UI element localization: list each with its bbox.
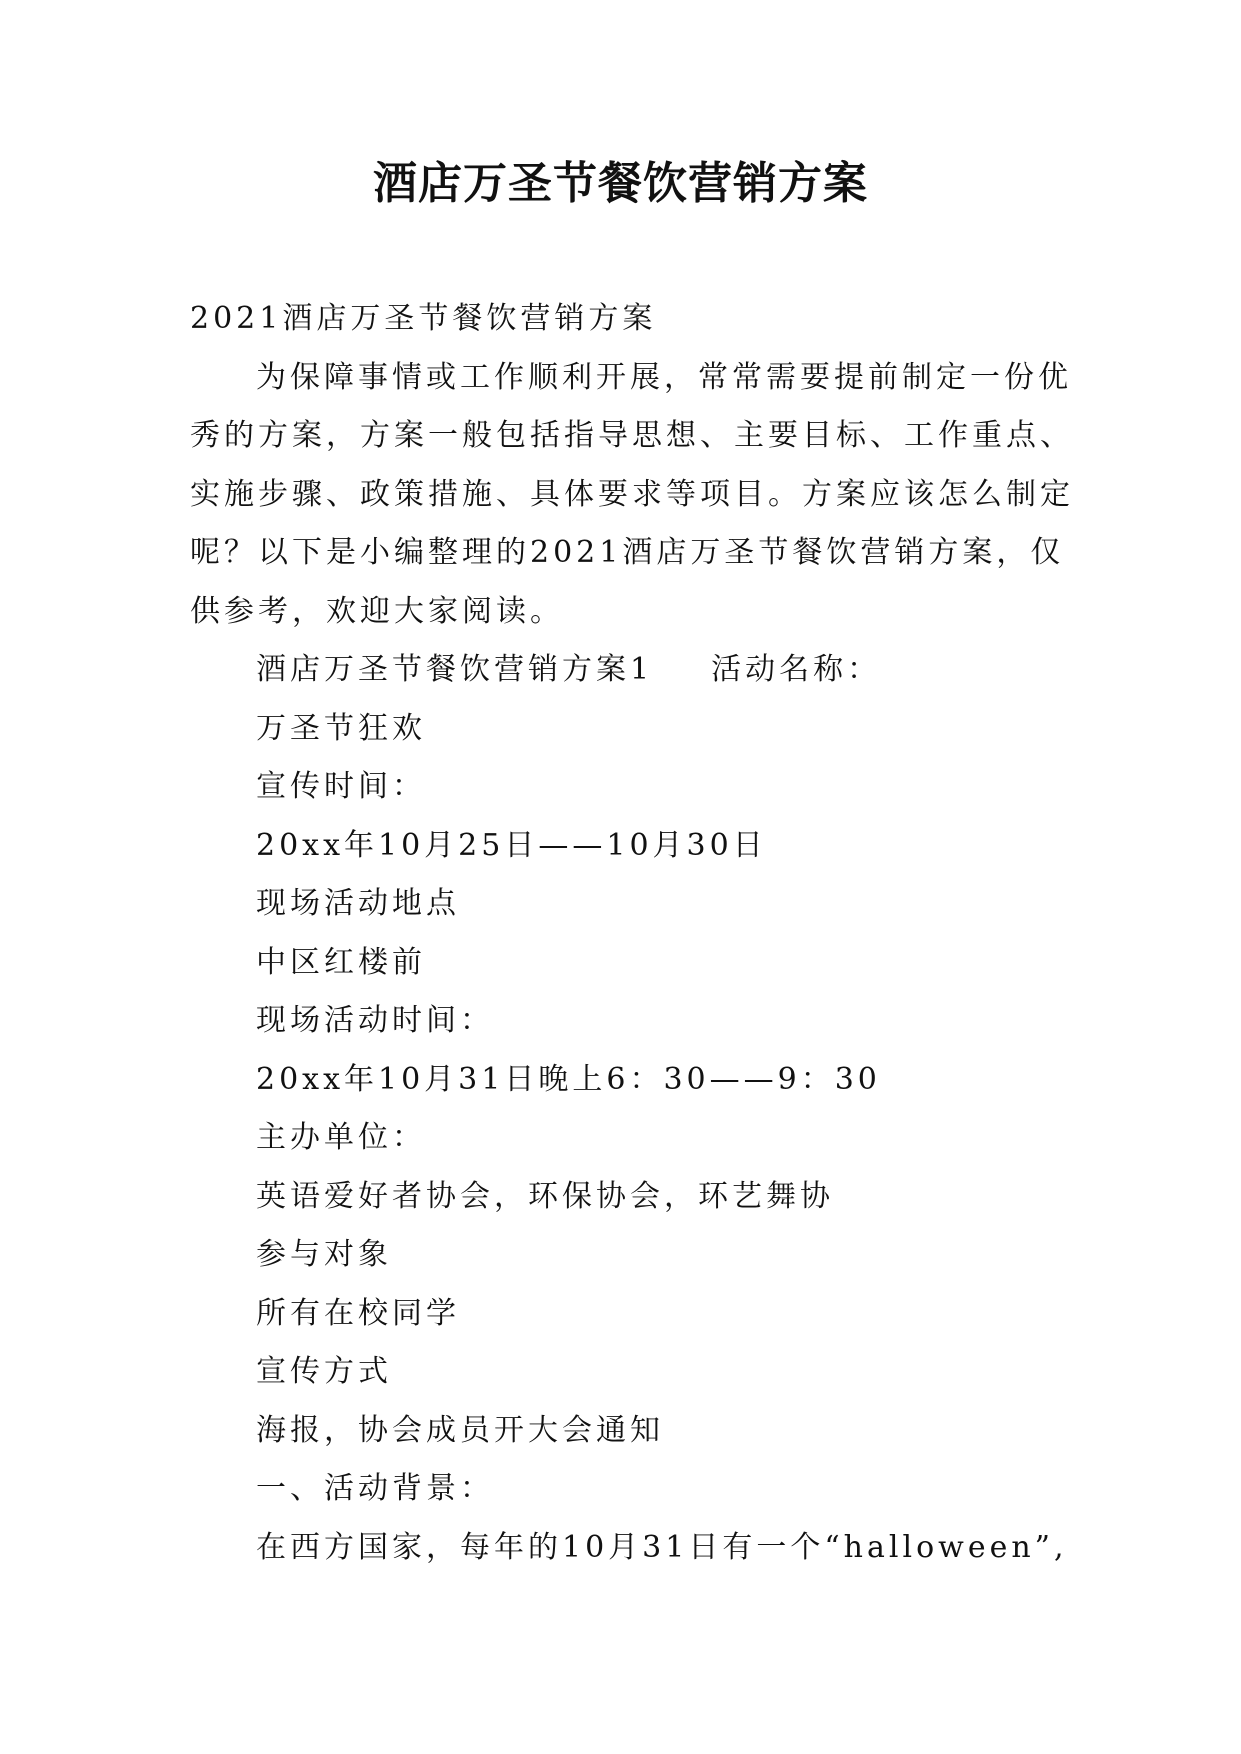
- body-item: 参与对象: [256, 1237, 392, 1272]
- body-item: 海报，协会成员开大会通知: [256, 1412, 664, 1448]
- document-title: 酒店万圣节餐饮营销方案: [373, 158, 868, 209]
- body-item: 20xx年10月25日——10月30日: [256, 827, 767, 863]
- body-item: 现场活动时间：: [256, 1003, 494, 1038]
- body-item: 宣传时间：: [256, 769, 426, 804]
- body-item: 所有在校同学: [256, 1295, 460, 1331]
- body-item: 20xx年10月31日晚上6：30——9：30: [256, 1061, 881, 1097]
- body-item: 现场活动地点: [256, 886, 460, 921]
- document-body: [190, 290, 1074, 1577]
- body-item: 主办单位：: [256, 1120, 426, 1155]
- body-item: 万圣节狂欢: [256, 710, 426, 746]
- body-item: 英语爱好者协会，环保协会，环艺舞协: [256, 1178, 834, 1214]
- intro-line: 呢？以下是小编整理的2021酒店万圣节餐饮营销方案，仅: [190, 535, 1065, 570]
- activity-name-label: 活动名称：: [711, 652, 882, 687]
- body-item: 在西方国家，每年的10月31日有一个“halloween”,: [256, 1529, 1068, 1565]
- section-heading-line: [190, 641, 1070, 700]
- body-item: 中区红楼前: [256, 944, 426, 980]
- intro-line: 供参考，欢迎大家阅读。: [190, 593, 564, 629]
- intro-line: 为保障事情或工作顺利开展，常常需要提前制定一份优: [256, 359, 1072, 395]
- body-item: 宣传方式: [256, 1354, 392, 1389]
- intro-line: 秀的方案，方案一般包括指导思想、主要目标、工作重点、: [190, 418, 1074, 453]
- body-item: 一、活动背景：: [256, 1471, 494, 1506]
- document-subtitle: 2021酒店万圣节餐饮营销方案: [190, 301, 657, 336]
- section-heading: 酒店万圣节餐饮营销方案1: [256, 652, 654, 687]
- intro-line: 实施步骤、政策措施、具体要求等项目。方案应该怎么制定: [190, 476, 1074, 512]
